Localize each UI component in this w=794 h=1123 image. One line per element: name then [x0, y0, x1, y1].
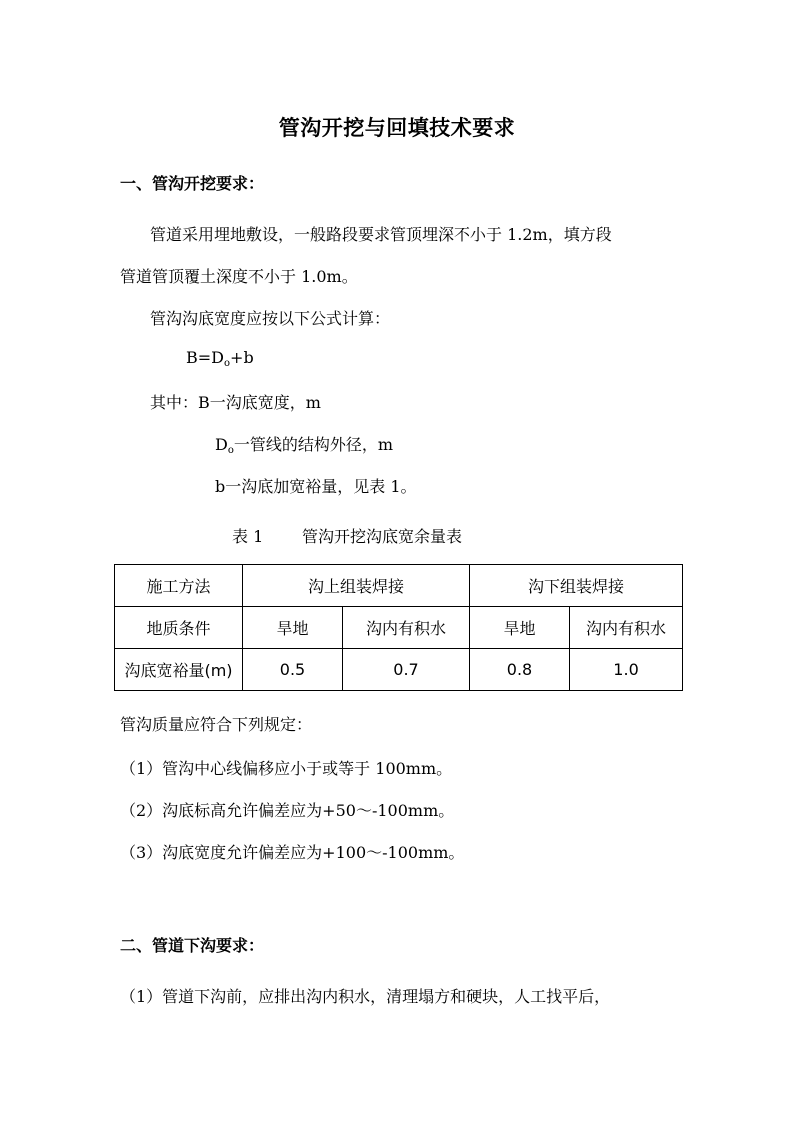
table-cell: 0.7 — [343, 649, 470, 691]
where-b-definition: b一沟底加宽裕量，见表 1。 — [215, 477, 417, 496]
table-cell: 沟底宽裕量(m) — [115, 649, 243, 691]
table-row — [115, 565, 683, 607]
table-cell: 0.5 — [243, 649, 343, 691]
table-caption-text: 管沟开挖沟底宽余量表 — [302, 527, 463, 546]
quality-intro: 管沟质量应符合下列规定： — [120, 715, 313, 734]
table-cell: 沟上组装焊接 — [243, 565, 470, 607]
where-d-rest: 一管线的结构外径，m — [233, 435, 394, 454]
quality-item-3: （3）沟底宽度允许偏差应为+100～-100mm。 — [120, 843, 465, 862]
table-row — [115, 649, 683, 691]
table-cell: 沟内有积水 — [570, 607, 683, 649]
where-d-sub: o — [227, 445, 234, 456]
document-title: 管沟开挖与回填技术要求 — [278, 115, 516, 140]
table-cell: 地质条件 — [115, 607, 243, 649]
table-cell: 1.0 — [570, 649, 683, 691]
table-cell: 旱地 — [243, 607, 343, 649]
formula-rest: +b — [230, 348, 254, 367]
where-d-definition — [215, 432, 393, 456]
width-formula — [186, 348, 254, 369]
table-cell: 沟下组装焊接 — [470, 565, 683, 607]
section2-heading: 二、管道下沟要求： — [120, 936, 265, 955]
where-intro: 其中：B一沟底宽度，m — [150, 393, 321, 412]
section1-heading: 一、管沟开挖要求： — [120, 174, 265, 193]
section1-para1-line2: 管道管顶覆土深度不小于 1.0m。 — [120, 267, 358, 286]
table-cell: 0.8 — [470, 649, 570, 691]
table-cell: 旱地 — [470, 607, 570, 649]
table-cell: 施工方法 — [115, 565, 243, 607]
formula-sub: o — [224, 358, 231, 369]
table-row — [115, 607, 683, 649]
table-caption-number: 表 1 — [232, 527, 264, 546]
formula-b: B=D — [186, 348, 224, 367]
where-d-main: D — [215, 435, 228, 454]
quality-item-1: （1）管沟中心线偏移应小于或等于 100mm。 — [120, 759, 453, 778]
section2-item-1: （1）管道下沟前，应排出沟内积水，清理塌方和硬块，人工找平后， — [120, 987, 611, 1006]
section1-para1-line1: 管道采用埋地敷设，一般路段要求管顶埋深不小于 1.2m，填方段 — [150, 225, 612, 244]
quality-item-2: （2）沟底标高允许偏差应为+50～-100mm。 — [120, 801, 455, 820]
table-cell: 沟内有积水 — [343, 607, 470, 649]
allowance-table — [114, 564, 683, 691]
section1-para2: 管沟沟底宽度应按以下公式计算： — [150, 309, 391, 328]
